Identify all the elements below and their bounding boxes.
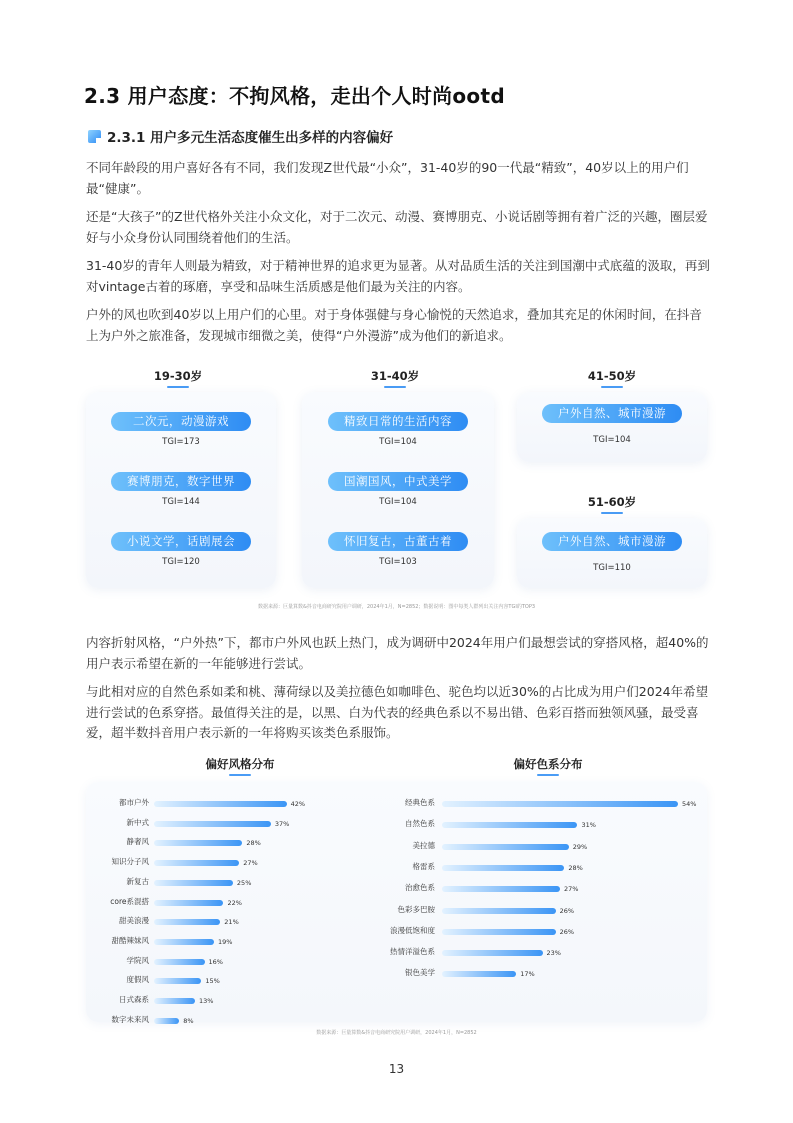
bar-category-label: 格雷系	[412, 861, 435, 871]
bar-value-label: 26%	[559, 927, 575, 936]
bar-value-label: 27%	[243, 859, 258, 868]
bar	[442, 929, 556, 935]
source-note: 数据来源：巨量算数&抖音电商研究院用户调研，2024年1月，N=2852	[316, 1030, 477, 1036]
interest-pill: 户外自然、城市漫游	[542, 532, 682, 551]
bar-value-label: 42%	[290, 800, 306, 808]
tgi-value: TGI=104	[379, 497, 417, 507]
bar-category-label: 色彩多巴胺	[397, 904, 435, 914]
tgi-value: TGI=104	[593, 435, 631, 445]
bar-category-label: 知识分子风	[111, 857, 149, 867]
age-card-31-40	[302, 392, 494, 588]
bar	[442, 971, 516, 977]
interest-pill: 二次元，动漫游戏	[111, 412, 251, 431]
bar	[442, 801, 678, 807]
paragraph: 31-40岁的青年人则最为精致，对于精神世界的追求更为显著。从对品质生活的关注到国潮中式底蕴的汲取，再到对vintage古着的琢磨，享受和品味生活质感是他们最为关注的内容。	[86, 258, 710, 294]
bar-value-label: 54%	[682, 800, 697, 808]
bar	[154, 900, 223, 906]
bar-value-label: 23%	[546, 949, 561, 958]
bar	[442, 886, 560, 892]
bar-value-label: 13%	[199, 997, 214, 1005]
paragraph: 不同年龄段的用户喜好各有不同，我们发现Z世代最“小众”，31-40岁的90一代最“精致”，40岁以上的用户们最“健康”。	[86, 160, 689, 196]
bar	[154, 939, 214, 945]
tgi-value: TGI=120	[162, 557, 200, 567]
bar-value-label: 8%	[183, 1016, 194, 1025]
age-group-title: 51-60岁	[552, 494, 672, 514]
page-number: 13	[388, 1062, 405, 1076]
bar-category-label: 自然色系	[405, 819, 435, 829]
bar	[442, 822, 577, 828]
bar-category-label: 度假风	[126, 975, 149, 985]
bar-value-label: 25%	[236, 878, 252, 887]
age-card-41-50	[517, 392, 707, 462]
bar-category-label: 学院风	[126, 955, 149, 965]
interest-pill: 户外自然、城市漫游	[542, 404, 682, 423]
bar-category-label: 美拉德	[412, 840, 435, 850]
age-group-title: 31-40岁	[335, 368, 455, 388]
bar-value-label: 15%	[205, 977, 220, 986]
interest-pill: 赛博朋克，数字世界	[111, 472, 251, 491]
bar-category-label: 新中式	[126, 817, 149, 827]
bar-category-label: 经典色系	[405, 798, 435, 807]
bar	[154, 978, 201, 984]
interest-pill: 小说文学，话剧展会	[111, 532, 251, 551]
bar	[442, 950, 543, 956]
bar	[154, 880, 233, 886]
bar-value-label: 29%	[572, 842, 588, 851]
bar-value-label: 27%	[564, 885, 579, 894]
paragraph: 户外的风也吹到40岁以上用户们的心里。对于身体强健与身心愉悦的天然追求，叠加其充足的休闲时间，在抖音上为户外之旅准备，发现城市细微之美，使得“户外漫游”成为他们的新追求。	[86, 307, 702, 343]
section-title: 2.3 用户态度：不拘风格，走出个人时尚ootd	[84, 84, 505, 108]
bar	[442, 908, 556, 914]
bar-category-label: 甜美浪漫	[119, 916, 149, 926]
tgi-value: TGI=144	[162, 497, 200, 507]
paragraph: 还是“大孩子”的Z世代格外关注小众文化，对于二次元、动漫、赛博朋克、小说话剧等拥有着广泛的兴趣，圈层爱好与小众身份认同围绕着他们的生活。	[86, 209, 708, 245]
bar-category-label: 数字未来风	[111, 1014, 149, 1024]
age-group-title: 41-50岁	[552, 368, 672, 388]
bar	[154, 821, 271, 827]
interest-pill: 精致日常的生活内容	[328, 412, 468, 431]
bar-value-label: 19%	[217, 937, 233, 946]
bar-category-label: 都市户外	[119, 798, 149, 807]
bar-category-label: 热情洋溢色系	[390, 947, 435, 957]
bar-value-label: 28%	[246, 839, 261, 848]
bar	[442, 844, 569, 850]
bar	[154, 919, 220, 925]
paragraph: 内容折射风格，“户外热”下，都市户外风也跃上热门，成为调研中2024年用户们最想尝试的穿搭风格，超40%的用户表示希望在新的一年能够进行尝试。	[86, 635, 709, 671]
bar-category-label: 日式森系	[119, 995, 149, 1004]
tgi-value: TGI=103	[379, 557, 417, 567]
bar-category-label: 新复古	[126, 876, 149, 886]
bar-category-label: 甜酷辣妹风	[111, 935, 149, 945]
square-bullet-icon	[88, 130, 101, 143]
bar	[154, 1018, 179, 1024]
bar-category-label: 银色美学	[405, 968, 435, 978]
age-card-19-30	[86, 392, 276, 588]
bar-value-label: 17%	[520, 970, 535, 979]
subsection-title: 2.3.1 用户多元生活态度催生出多样的内容偏好	[107, 130, 394, 146]
tgi-value: TGI=110	[593, 563, 631, 573]
interest-pill: 怀旧复古，古董古着	[328, 532, 468, 551]
bar-category-label: core系混搭	[110, 896, 149, 906]
tgi-value: TGI=104	[379, 437, 417, 447]
bar	[154, 840, 242, 846]
bar-value-label: 28%	[568, 863, 583, 872]
chart-title-color: 偏好色系分布	[488, 756, 608, 776]
bar-value-label: 37%	[274, 819, 290, 828]
bar-value-label: 21%	[224, 918, 239, 927]
paragraph: 与此相对应的自然色系如柔和桃、薄荷绿以及美拉德色如咖啡色、驼色均以近30%的占比成为用户们2024年希望进行尝试的色系穿搭。最值得关注的是，以黑、白为代表的经典色系以不易出错、色彩百搭而独领风骚，最受喜爱，超半数抖音用户表示新的一年将购买该类色系服饰。	[86, 684, 709, 740]
bar	[154, 801, 287, 807]
bar-value-label: 16%	[208, 957, 223, 966]
bar-category-label: 治愈色系	[405, 883, 435, 893]
bar-category-label: 浪漫低饱和度	[390, 925, 435, 935]
age-group-title: 19-30岁	[118, 368, 238, 388]
bar	[154, 959, 205, 965]
source-note: 数据来源：巨量算数&抖音电商研究院用户调研，2024年1月，N=2852；数据说明：图中每类人群列出关注内容TGI的TOP3	[257, 604, 536, 610]
tgi-value: TGI=173	[162, 437, 200, 447]
interest-pill: 国潮国风，中式美学	[328, 472, 468, 491]
bar	[154, 860, 239, 866]
subsection-heading	[88, 126, 393, 146]
age-card-51-60	[517, 518, 707, 588]
bar-value-label: 26%	[559, 906, 575, 915]
bar	[442, 865, 564, 871]
chart-card	[86, 782, 707, 1025]
bar-value-label: 31%	[581, 821, 596, 830]
bar-category-label: 静奢风	[126, 837, 149, 847]
bar-value-label: 22%	[227, 898, 242, 907]
bar	[154, 998, 195, 1004]
chart-title-style: 偏好风格分布	[180, 756, 300, 776]
